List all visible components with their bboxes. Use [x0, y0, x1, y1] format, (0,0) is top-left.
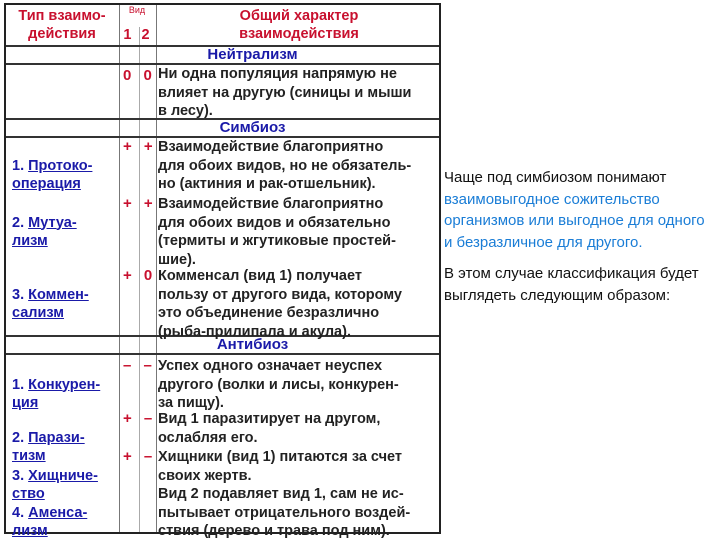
header-type: Тип взаимо- действия	[18, 8, 106, 42]
header-character: Общий характер взаимодействия	[239, 8, 359, 42]
signs-competition: – –	[123, 357, 156, 374]
side-note	[444, 167, 714, 307]
signs-mutualism: + +	[123, 195, 157, 212]
type-competition: 1. Конкурен- ция	[12, 376, 101, 411]
section-antibiosis: Антибиоз	[216, 336, 289, 353]
section-symbiosis: Симбиоз	[219, 119, 286, 136]
type-mutualism: 2. Мутуа- лизм	[12, 214, 77, 249]
desc-competition: Успех одного означает неуспех другого (волки и лисы, конкурен- за пищу).	[158, 358, 399, 411]
desc-protocooperation: Взаимодействие благоприятно для обоих видов, но не обязатель- но (актиния и рак-отшельник).	[158, 139, 412, 192]
signs-commensalism: + 0	[123, 267, 157, 284]
desc-commensalism: Комменсал (вид 1) получает пользу от другого вида, которому это объединение безразлично (рыба-прилипала и акула).	[158, 268, 402, 340]
header-species-nums: 1 2	[123, 27, 153, 43]
signs-protocooperation: + +	[123, 138, 157, 155]
note-paragraph-1: Чаще под симбиозом понимают взаимовыгодное сожительство организмов или выгодное для одного и безразличное для другого.	[444, 169, 705, 251]
desc-mutualism: Взаимодействие благоприятно для обоих видов и обязательно (термиты и жгутиковые простей- шие).	[158, 196, 396, 268]
col-divider-1	[119, 5, 120, 532]
type-predation: 3. Хищниче- ство	[12, 467, 98, 502]
signs-predation: + –	[123, 448, 157, 465]
interaction-table	[4, 3, 441, 539]
type-amensalism: 4. Аменса- лизм	[12, 504, 88, 539]
type-protocooperation: 1. Протоко- операция	[12, 157, 93, 192]
desc-neutralism: Ни одна популяция напрямую не влияет на другую (синицы и мыши в лесу).	[158, 66, 412, 119]
type-commensalism: 3. Коммен- сализм	[12, 286, 89, 321]
signs-neutralism: 0 0	[123, 67, 156, 84]
section-neutralism: Нейтрализм	[207, 46, 298, 63]
desc-parasitism: Вид 1 паразитирует на другом, ослабляя его.	[158, 411, 381, 446]
note-highlight: взаимовыгодное сожительство организмов или выгодное для одного и безразличное для другого.	[444, 190, 705, 251]
signs-parasitism: + –	[123, 410, 157, 427]
note-paragraph-2: В этом случае классификация будет выглядеть следующим образом:	[444, 265, 699, 304]
type-parasitism: 2. Парази- тизм	[12, 429, 85, 464]
desc-predation: Хищники (вид 1) питаются за счет своих жертв.	[158, 449, 403, 484]
desc-amensalism: Вид 2 подавляет вид 1, сам не ис- пытывает отрицательного воздей- ствия (дерево и трава под ним).	[158, 486, 411, 539]
header-species: Вид	[128, 5, 146, 15]
